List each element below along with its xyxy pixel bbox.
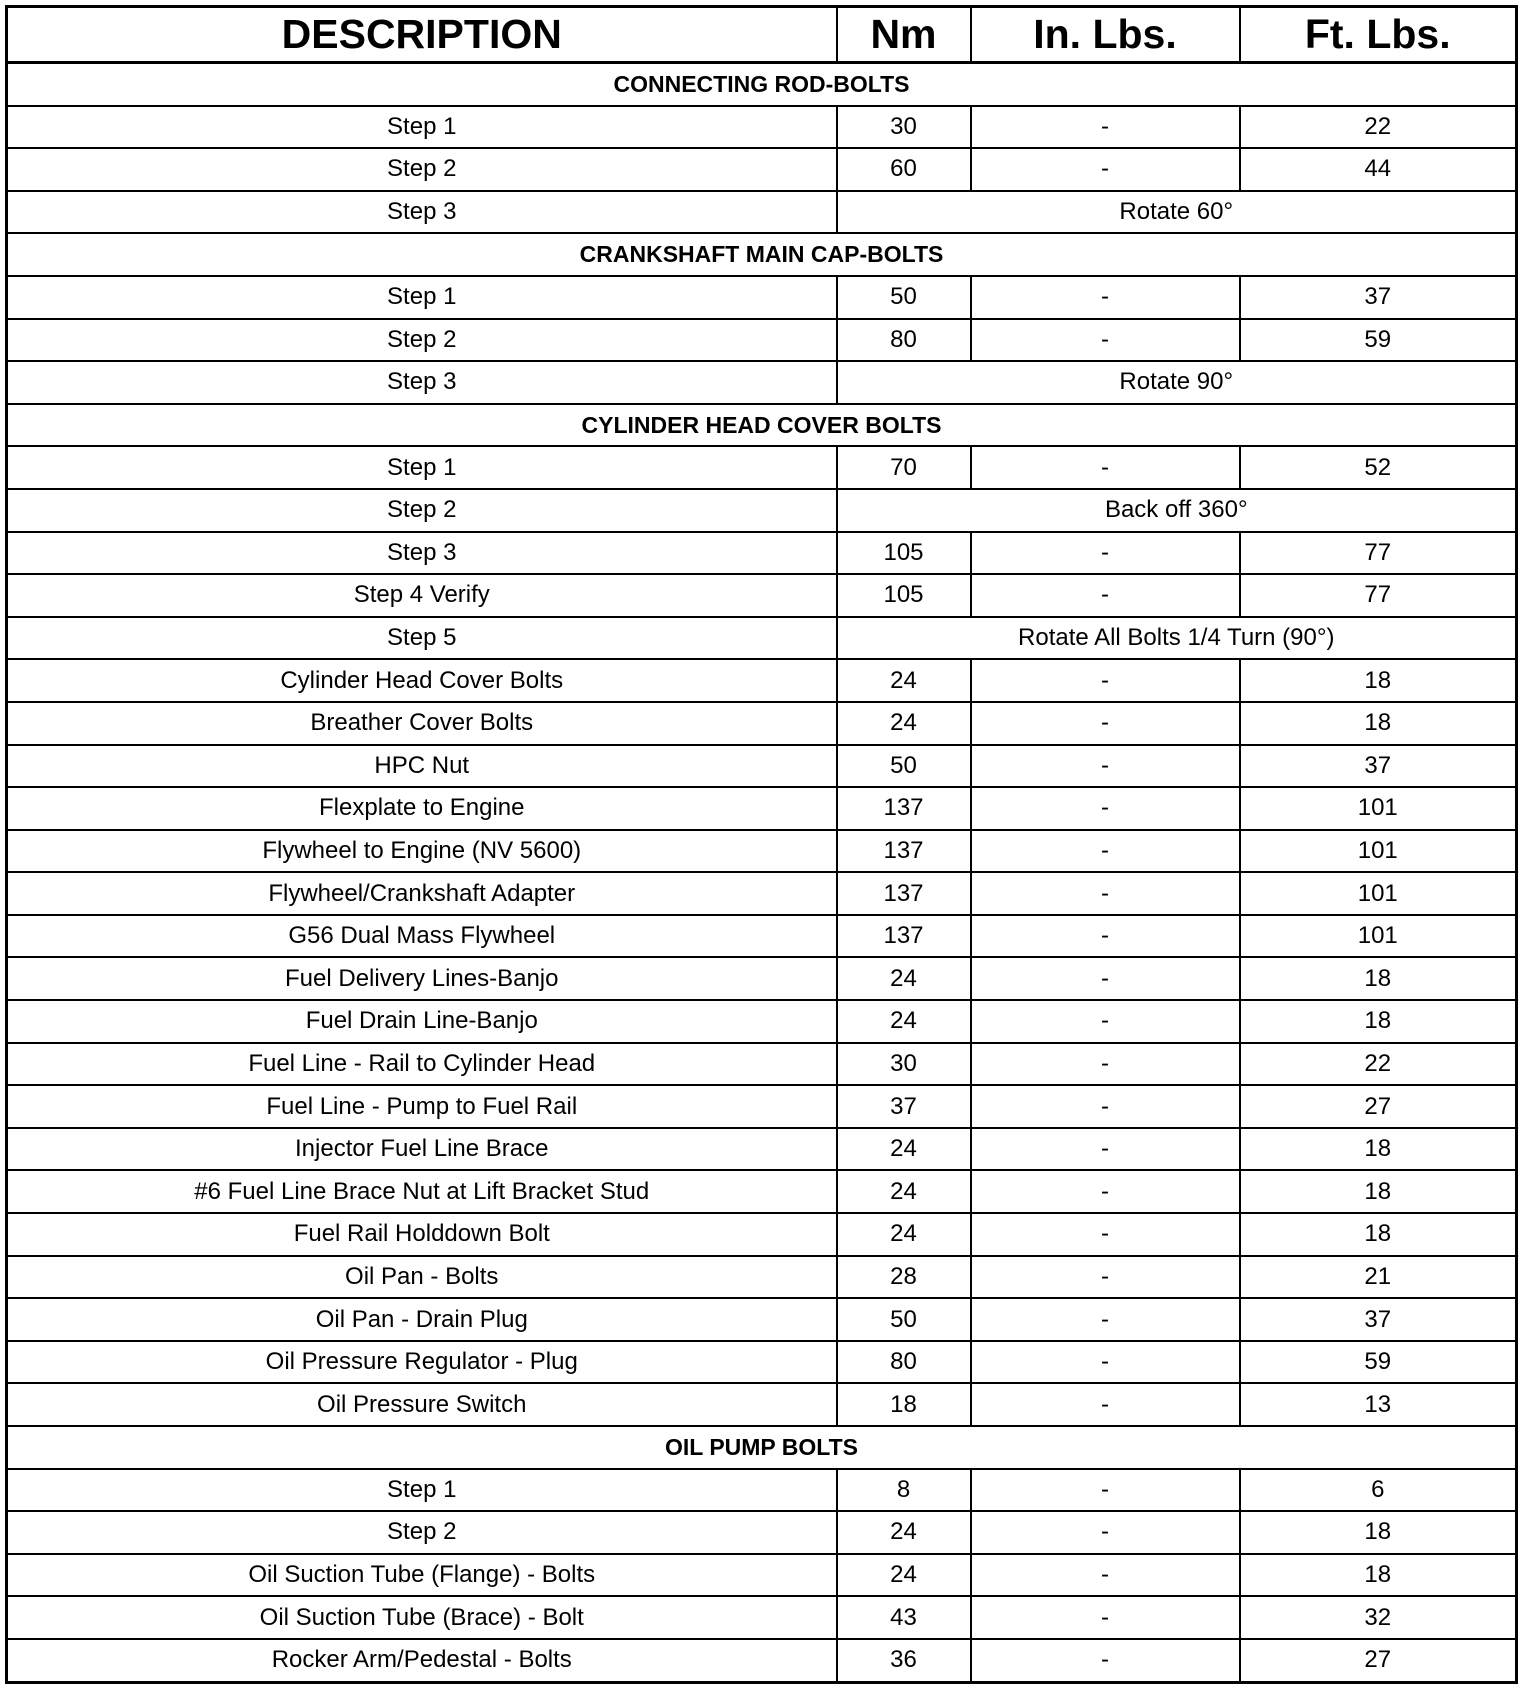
in-lbs-cell: -: [971, 1511, 1240, 1554]
table-row: [7, 446, 1517, 489]
table-row: [7, 574, 1517, 617]
ft-lbs-cell: 18: [1240, 1511, 1517, 1554]
nm-cell: 50: [837, 276, 971, 319]
ft-lbs-cell: 18: [1240, 1170, 1517, 1213]
ft-lbs-cell: 27: [1240, 1085, 1517, 1128]
ft-lbs-cell: 18: [1240, 659, 1517, 702]
nm-cell: 18: [837, 1383, 971, 1426]
nm-cell: 137: [837, 872, 971, 915]
nm-cell: 24: [837, 1213, 971, 1256]
nm-cell: 105: [837, 574, 971, 617]
description-cell: Step 2: [7, 1511, 837, 1554]
table-row: [7, 1128, 1517, 1171]
ft-lbs-cell: 101: [1240, 830, 1517, 873]
description-cell: Oil Suction Tube (Flange) - Bolts: [7, 1554, 837, 1597]
in-lbs-cell: -: [971, 830, 1240, 873]
table-body: [7, 63, 1517, 1683]
description-cell: Step 2: [7, 489, 837, 532]
ft-lbs-cell: 6: [1240, 1469, 1517, 1512]
in-lbs-cell: -: [971, 915, 1240, 958]
table-row: [7, 1043, 1517, 1086]
ft-lbs-cell: 44: [1240, 148, 1517, 191]
header-row: [7, 7, 1517, 63]
nm-cell: 80: [837, 319, 971, 362]
in-lbs-cell: -: [971, 148, 1240, 191]
description-cell: Step 1: [7, 1469, 837, 1512]
description-cell: Flywheel/Crankshaft Adapter: [7, 872, 837, 915]
section-row: [7, 63, 1517, 106]
header-in-lbs: In. Lbs.: [971, 7, 1240, 63]
section-row: [7, 233, 1517, 276]
in-lbs-cell: -: [971, 574, 1240, 617]
section-title: CONNECTING ROD-BOLTS: [7, 63, 1517, 106]
in-lbs-cell: -: [971, 1554, 1240, 1597]
ft-lbs-cell: 18: [1240, 957, 1517, 1000]
ft-lbs-cell: 101: [1240, 872, 1517, 915]
ft-lbs-cell: 52: [1240, 446, 1517, 489]
description-cell: Fuel Line - Rail to Cylinder Head: [7, 1043, 837, 1086]
in-lbs-cell: -: [971, 1170, 1240, 1213]
description-cell: Oil Pressure Regulator - Plug: [7, 1341, 837, 1384]
description-cell: Oil Suction Tube (Brace) - Bolt: [7, 1596, 837, 1639]
in-lbs-cell: -: [971, 659, 1240, 702]
ft-lbs-cell: 18: [1240, 1000, 1517, 1043]
nm-cell: 36: [837, 1639, 971, 1682]
section-row: [7, 1426, 1517, 1469]
description-cell: Step 5: [7, 617, 837, 660]
ft-lbs-cell: 18: [1240, 1213, 1517, 1256]
in-lbs-cell: -: [971, 1298, 1240, 1341]
ft-lbs-cell: 77: [1240, 532, 1517, 575]
table-row: [7, 1000, 1517, 1043]
in-lbs-cell: -: [971, 106, 1240, 149]
nm-cell: 70: [837, 446, 971, 489]
description-cell: Fuel Drain Line-Banjo: [7, 1000, 837, 1043]
table-row: [7, 532, 1517, 575]
table-row: [7, 1170, 1517, 1213]
ft-lbs-cell: 37: [1240, 276, 1517, 319]
in-lbs-cell: -: [971, 702, 1240, 745]
description-cell: Oil Pan - Bolts: [7, 1256, 837, 1299]
section-title: CRANKSHAFT MAIN CAP-BOLTS: [7, 233, 1517, 276]
table-row: [7, 1383, 1517, 1426]
ft-lbs-cell: 37: [1240, 1298, 1517, 1341]
header-ft-lbs: Ft. Lbs.: [1240, 7, 1517, 63]
description-cell: Injector Fuel Line Brace: [7, 1128, 837, 1171]
nm-cell: 24: [837, 659, 971, 702]
table-row: [7, 872, 1517, 915]
description-cell: Step 3: [7, 532, 837, 575]
description-cell: Oil Pan - Drain Plug: [7, 1298, 837, 1341]
in-lbs-cell: -: [971, 1341, 1240, 1384]
in-lbs-cell: -: [971, 1383, 1240, 1426]
ft-lbs-cell: 18: [1240, 702, 1517, 745]
ft-lbs-cell: 13: [1240, 1383, 1517, 1426]
note-cell: Rotate 90°: [837, 361, 1517, 404]
in-lbs-cell: -: [971, 1596, 1240, 1639]
ft-lbs-cell: 21: [1240, 1256, 1517, 1299]
description-cell: G56 Dual Mass Flywheel: [7, 915, 837, 958]
in-lbs-cell: -: [971, 1043, 1240, 1086]
in-lbs-cell: -: [971, 787, 1240, 830]
table-row: [7, 1298, 1517, 1341]
ft-lbs-cell: 101: [1240, 787, 1517, 830]
nm-cell: 24: [837, 1128, 971, 1171]
nm-cell: 50: [837, 1298, 971, 1341]
nm-cell: 105: [837, 532, 971, 575]
ft-lbs-cell: 18: [1240, 1128, 1517, 1171]
section-row: [7, 404, 1517, 447]
in-lbs-cell: -: [971, 1256, 1240, 1299]
table-row: [7, 745, 1517, 788]
in-lbs-cell: -: [971, 1213, 1240, 1256]
table-row: [7, 1213, 1517, 1256]
description-cell: Step 3: [7, 361, 837, 404]
note-cell: Rotate 60°: [837, 191, 1517, 234]
description-cell: Step 4 Verify: [7, 574, 837, 617]
table-row: [7, 617, 1517, 660]
note-cell: Rotate All Bolts 1/4 Turn (90°): [837, 617, 1517, 660]
in-lbs-cell: -: [971, 745, 1240, 788]
table-row: [7, 319, 1517, 362]
table-row: [7, 787, 1517, 830]
description-cell: Breather Cover Bolts: [7, 702, 837, 745]
header-description: DESCRIPTION: [7, 7, 837, 63]
ft-lbs-cell: 27: [1240, 1639, 1517, 1682]
table-row: [7, 191, 1517, 234]
description-cell: Flywheel to Engine (NV 5600): [7, 830, 837, 873]
ft-lbs-cell: 59: [1240, 1341, 1517, 1384]
in-lbs-cell: -: [971, 532, 1240, 575]
table-row: [7, 276, 1517, 319]
nm-cell: 28: [837, 1256, 971, 1299]
description-cell: HPC Nut: [7, 745, 837, 788]
torque-spec-table: [5, 5, 1518, 1684]
description-cell: Oil Pressure Switch: [7, 1383, 837, 1426]
table-row: [7, 1596, 1517, 1639]
in-lbs-cell: -: [971, 957, 1240, 1000]
description-cell: Fuel Line - Pump to Fuel Rail: [7, 1085, 837, 1128]
nm-cell: 50: [837, 745, 971, 788]
table-row: [7, 915, 1517, 958]
in-lbs-cell: -: [971, 446, 1240, 489]
in-lbs-cell: -: [971, 1085, 1240, 1128]
description-cell: Step 1: [7, 446, 837, 489]
table-row: [7, 106, 1517, 149]
description-cell: Rocker Arm/Pedestal - Bolts: [7, 1639, 837, 1682]
nm-cell: 60: [837, 148, 971, 191]
table-row: [7, 361, 1517, 404]
nm-cell: 24: [837, 1170, 971, 1213]
in-lbs-cell: -: [971, 1000, 1240, 1043]
ft-lbs-cell: 59: [1240, 319, 1517, 362]
table-row: [7, 1554, 1517, 1597]
table-row: [7, 702, 1517, 745]
section-title: CYLINDER HEAD COVER BOLTS: [7, 404, 1517, 447]
table-row: [7, 1469, 1517, 1512]
table-row: [7, 1341, 1517, 1384]
table-row: [7, 1256, 1517, 1299]
nm-cell: 24: [837, 1554, 971, 1597]
ft-lbs-cell: 101: [1240, 915, 1517, 958]
nm-cell: 24: [837, 1000, 971, 1043]
nm-cell: 80: [837, 1341, 971, 1384]
nm-cell: 24: [837, 957, 971, 1000]
description-cell: Flexplate to Engine: [7, 787, 837, 830]
description-cell: Fuel Rail Holddown Bolt: [7, 1213, 837, 1256]
description-cell: Step 2: [7, 319, 837, 362]
description-cell: Step 1: [7, 276, 837, 319]
in-lbs-cell: -: [971, 1469, 1240, 1512]
table-row: [7, 1085, 1517, 1128]
ft-lbs-cell: 22: [1240, 1043, 1517, 1086]
in-lbs-cell: -: [971, 276, 1240, 319]
nm-cell: 24: [837, 1511, 971, 1554]
nm-cell: 24: [837, 702, 971, 745]
nm-cell: 43: [837, 1596, 971, 1639]
nm-cell: 137: [837, 787, 971, 830]
note-cell: Back off 360°: [837, 489, 1517, 532]
in-lbs-cell: -: [971, 1639, 1240, 1682]
nm-cell: 137: [837, 915, 971, 958]
table-row: [7, 148, 1517, 191]
section-title: OIL PUMP BOLTS: [7, 1426, 1517, 1469]
table-row: [7, 1511, 1517, 1554]
description-cell: Fuel Delivery Lines-Banjo: [7, 957, 837, 1000]
ft-lbs-cell: 32: [1240, 1596, 1517, 1639]
in-lbs-cell: -: [971, 872, 1240, 915]
table-row: [7, 957, 1517, 1000]
ft-lbs-cell: 22: [1240, 106, 1517, 149]
ft-lbs-cell: 18: [1240, 1554, 1517, 1597]
description-cell: Step 2: [7, 148, 837, 191]
table-row: [7, 489, 1517, 532]
ft-lbs-cell: 37: [1240, 745, 1517, 788]
nm-cell: 30: [837, 106, 971, 149]
ft-lbs-cell: 77: [1240, 574, 1517, 617]
in-lbs-cell: -: [971, 319, 1240, 362]
nm-cell: 8: [837, 1469, 971, 1512]
nm-cell: 30: [837, 1043, 971, 1086]
nm-cell: 137: [837, 830, 971, 873]
description-cell: #6 Fuel Line Brace Nut at Lift Bracket Stud: [7, 1170, 837, 1213]
table-row: [7, 830, 1517, 873]
header-nm: Nm: [837, 7, 971, 63]
description-cell: Step 3: [7, 191, 837, 234]
description-cell: Cylinder Head Cover Bolts: [7, 659, 837, 702]
nm-cell: 37: [837, 1085, 971, 1128]
table-row: [7, 659, 1517, 702]
description-cell: Step 1: [7, 106, 837, 149]
in-lbs-cell: -: [971, 1128, 1240, 1171]
